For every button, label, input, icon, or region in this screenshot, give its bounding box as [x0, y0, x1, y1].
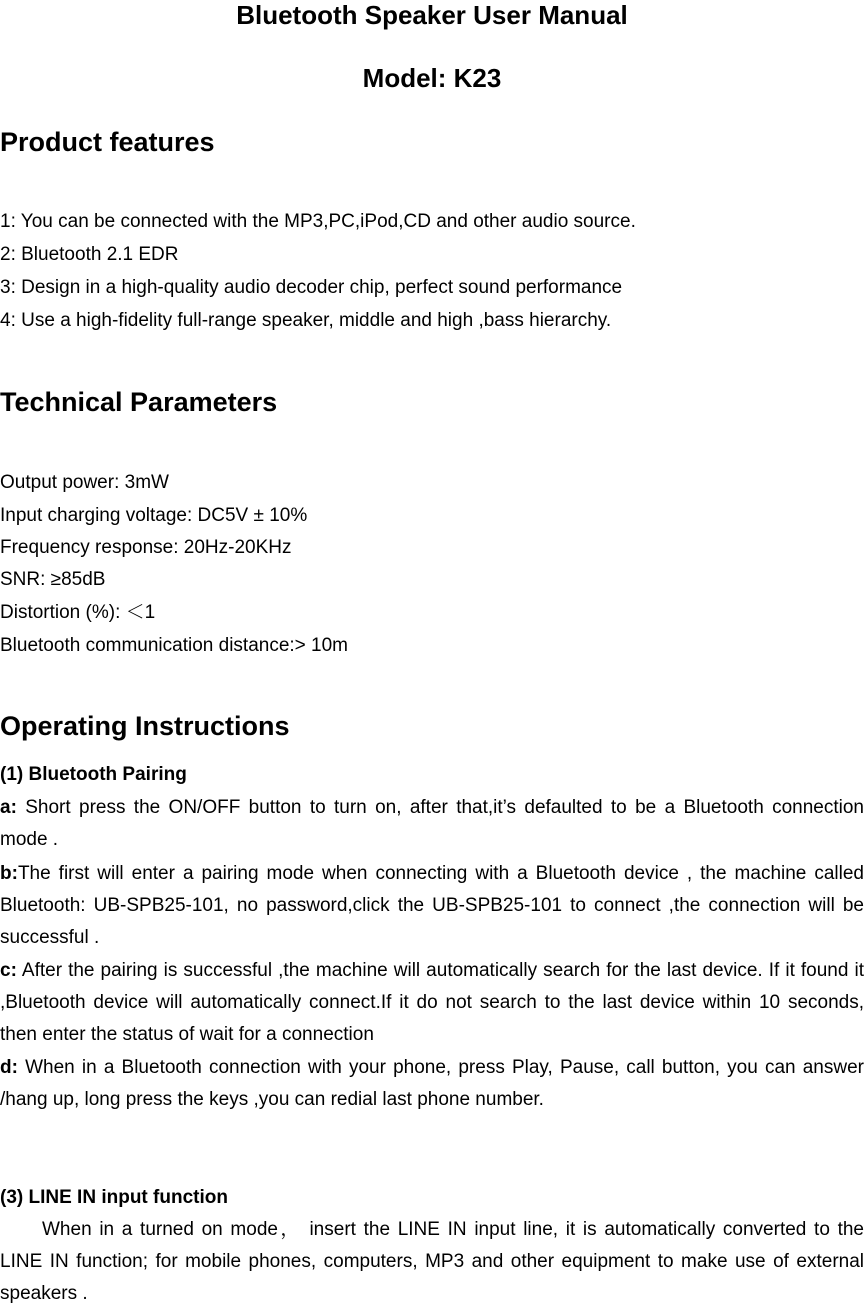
- document-title: Bluetooth Speaker User Manual: [236, 0, 628, 30]
- step-d-label: d:: [0, 1057, 18, 1078]
- pairing-subheading: (1) Bluetooth Pairing: [0, 764, 187, 785]
- step-c-label: c:: [0, 960, 17, 981]
- operating-heading: Operating Instructions: [0, 711, 290, 741]
- pairing-step-d: [0, 1052, 864, 1116]
- step-a-label: a:: [0, 797, 17, 818]
- step-d-text: When in a Bluetooth connection with your phone, press Play, Pause, call button, you can answer /hang up, long press the keys ,you can redial last phone number.: [0, 1057, 864, 1110]
- feature-item: 1: You can be connected with the MP3,PC,iPod,CD and other audio source.: [0, 211, 636, 232]
- step-c-text: After the pairing is successful ,the machine will automatically search for the last device. If it found it ,Bluetooth device will automatically connect.If it do not search to the last device within 10 seconds, then enter the status of wait for a connection: [0, 960, 864, 1045]
- pairing-step-b: [0, 858, 864, 954]
- technical-heading: Technical Parameters: [0, 387, 278, 417]
- features-heading: Product features: [0, 127, 215, 157]
- parameter-item: Distortion (%): ＜1: [0, 602, 156, 623]
- step-b-label: b:: [0, 863, 18, 884]
- pairing-step-c: [0, 955, 864, 1051]
- pairing-step-a: [0, 792, 864, 856]
- parameter-item: Output power: 3mW: [0, 472, 169, 493]
- feature-item: 3: Design in a high-quality audio decoder chip, perfect sound performance: [0, 277, 623, 298]
- step-b-text: The first will enter a pairing mode when connecting with a Bluetooth device , the machine called Bluetooth: UB-SPB25-101, no password,click the UB-SPB25-101 to connect ,the connection will be successful .: [0, 863, 864, 948]
- step-a-text: Short press the ON/OFF button to turn on, after that,it’s defaulted to be a Bluetooth connection mode .: [0, 797, 864, 850]
- parameter-item: Frequency response: 20Hz-20KHz: [0, 537, 292, 558]
- model-number: Model: K23: [362, 63, 502, 93]
- linein-description: When in a turned on mode， insert the LINE IN input line, it is automatically converted to the LINE IN function; for mobile phones, computers, MP3 and other equipment to make use of external speakers .: [0, 1219, 864, 1304]
- parameter-item: Input charging voltage: DC5V ± 10%: [0, 505, 308, 526]
- feature-item: 4: Use a high-fidelity full-range speaker, middle and high ,bass hierarchy.: [0, 310, 612, 331]
- linein-subheading: (3) LINE IN input function: [0, 1187, 228, 1208]
- feature-item: 2: Bluetooth 2.1 EDR: [0, 244, 179, 265]
- parameter-item: Bluetooth communication distance:> 10m: [0, 635, 349, 656]
- parameter-item: SNR: ≥85dB: [0, 569, 106, 590]
